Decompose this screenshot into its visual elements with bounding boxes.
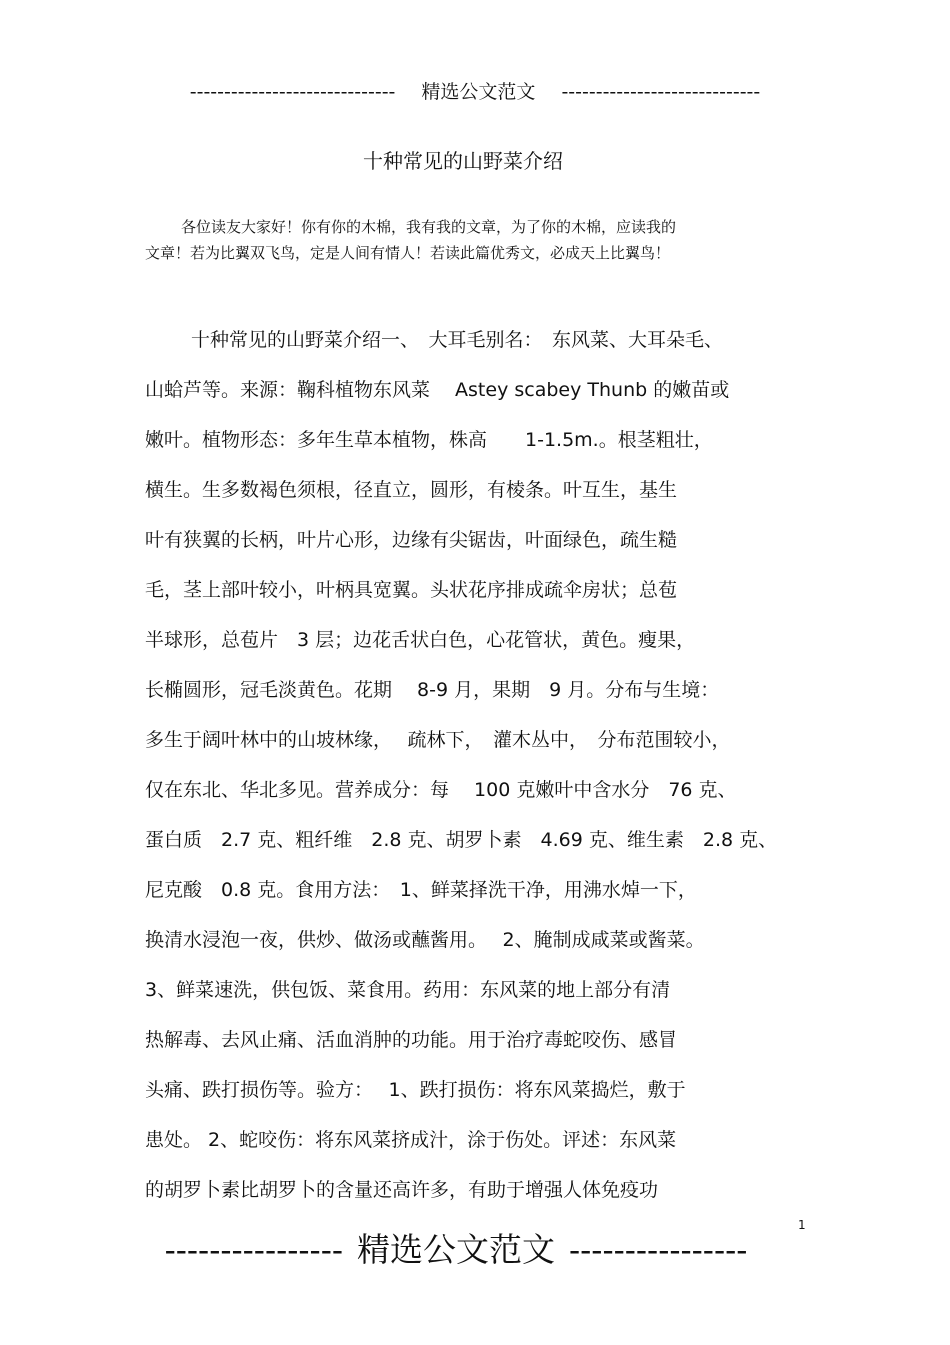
body-line: 3、鲜菜速洗，供包饭、菜食用。药用：东风菜的地上部分有清 — [145, 979, 671, 1001]
intro-paragraph — [145, 214, 795, 266]
body-line: 仅在东北、华北多见。营养成分：每 100 克嫩叶中含水分 76 克、 — [145, 779, 737, 801]
body-line: 长椭圆形，冠毛淡黄色。花期 8-9 月，果期 9 月。分布与生境： — [145, 679, 720, 701]
footer-dashes-right: ---------------- — [569, 1230, 748, 1269]
intro-line: 文章！若为比翼双飞鸟，定是人间有情人！若读此篇优秀文，必成天上比翼鸟！ — [145, 244, 671, 262]
body-line: 患处。 2、蛇咬伤：将东风菜挤成汁，涂于伤处。评述：东风菜 — [145, 1129, 677, 1151]
header-dashes-right: ----------------------------- — [561, 81, 761, 103]
body-line: 半球形，总苞片 3 层；边花舌状白色，心花管状，黄色。瘦果， — [145, 629, 696, 651]
body-line: 十种常见的山野菜介绍一、 大耳毛别名： 东风菜、大耳朵毛、 — [191, 329, 724, 351]
header-dashes-left: ------------------------------ — [189, 81, 396, 103]
body-line: 换清水浸泡一夜，供炒、做汤或蘸酱用。 2、腌制成咸菜或酱菜。 — [145, 929, 705, 951]
footer-dashes-left: ---------------- — [164, 1230, 343, 1269]
page-number: 1 — [798, 1218, 806, 1232]
body-line: 横生。生多数褐色须根，径直立，圆形，有棱条。叶互生，基生 — [145, 479, 678, 501]
body-line: 蛋白质 2.7 克、粗纤维 2.8 克、胡罗卜素 4.69 克、维生素 2.8 克、 — [145, 829, 778, 851]
body-line: 多生于阔叶林中的山坡林缘， 疏林下， 灌木丛中， 分布范围较小， — [145, 729, 731, 751]
body-line: 嫩叶。植物形态：多年生草本植物，株高 1-1.5m.。根茎粗壮， — [145, 429, 713, 451]
body-line: 头痛、跌打损伤等。验方： 1、跌打损伤：将东风菜捣烂，敷于 — [145, 1079, 686, 1101]
body-paragraph — [145, 322, 825, 1222]
page-footer — [0, 1226, 912, 1274]
intro-line: 各位读友大家好！你有你的木棉，我有我的文章，为了你的木棉，应读我的 — [181, 218, 677, 236]
body-line: 山蛤芦等。来源：鞠科植物东风菜 Astey scabey Thunb 的嫩苗或 — [145, 379, 730, 401]
body-line: 叶有狭翼的长柄，叶片心形，边缘有尖锯齿，叶面绿色，疏生糙 — [145, 529, 678, 551]
body-line: 的胡罗卜素比胡罗卜的含量还高许多，有助于增强人体免疫功 — [145, 1179, 659, 1201]
body-line: 尼克酸 0.8 克。食用方法： 1、鲜菜择洗干净，用沸水焯一下， — [145, 879, 697, 901]
body-line: 热解毒、去风止痛、活血消肿的功能。用于治疗毒蛇咬伤、感冒 — [145, 1029, 678, 1051]
document-title: 十种常见的山野菜介绍 — [363, 149, 563, 173]
footer-title: 精选公文范文 — [357, 1230, 555, 1269]
header-title: 精选公文范文 — [421, 81, 536, 103]
body-line: 毛，茎上部叶较小，叶柄具宽翼。头状花序排成疏伞房状；总苞 — [145, 579, 678, 601]
page-header — [0, 78, 950, 106]
